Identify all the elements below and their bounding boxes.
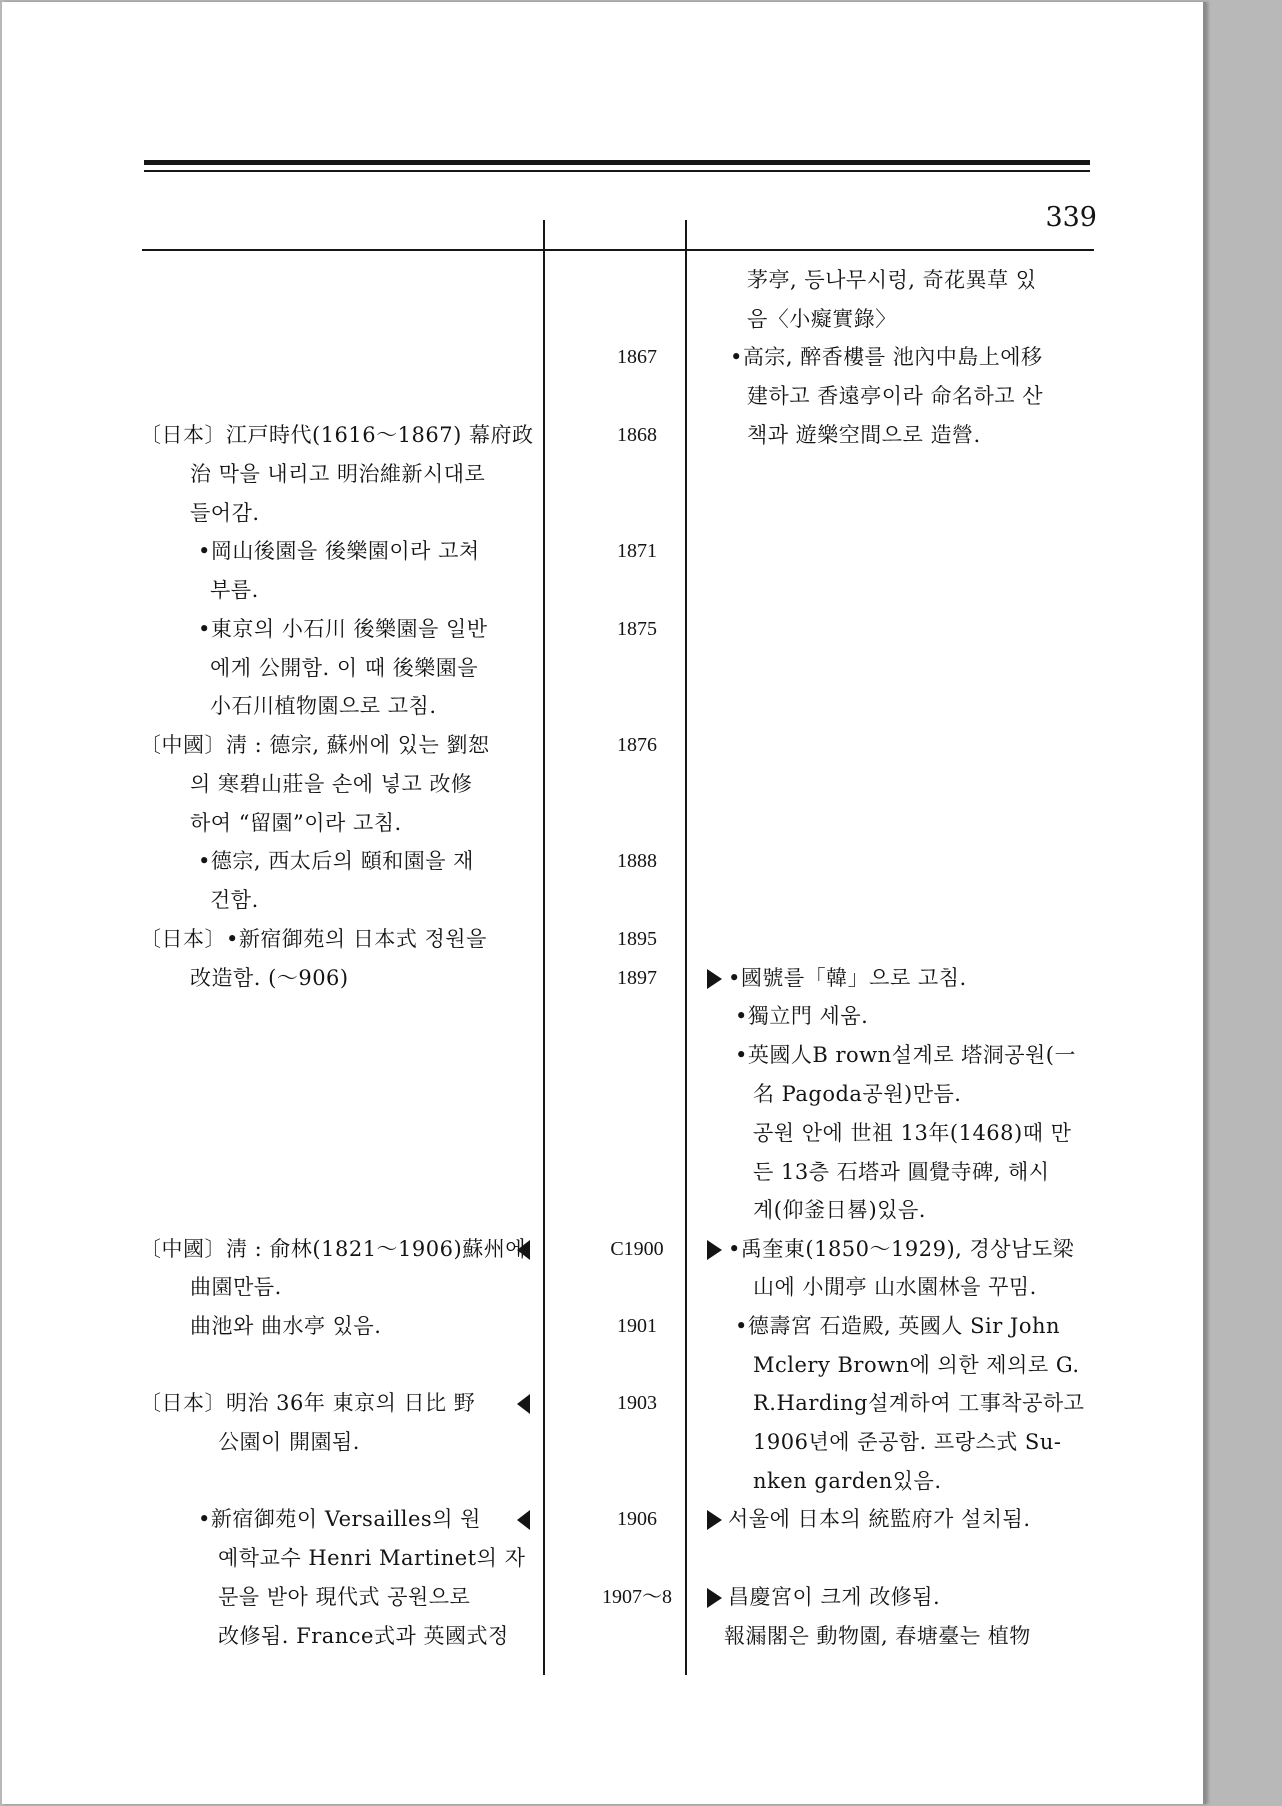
year-cell: 1868 bbox=[617, 424, 657, 446]
page-number: 339 bbox=[1045, 202, 1097, 233]
right-line: 1906년에 준공함. 프랑스式 Su- bbox=[753, 1430, 1062, 1454]
right-line: 서울에 日本의 統監府가 설치됨. bbox=[707, 1504, 1031, 1534]
left-line: •岡山後園을 後樂園이라 고쳐 bbox=[198, 539, 480, 563]
right-line: 建하고 香遠亭이라 命名하고 산 bbox=[747, 384, 1044, 408]
left-line: 예학교수 Henri Martinet의 자 bbox=[218, 1546, 526, 1570]
left-line: 曲園만듬. bbox=[190, 1275, 282, 1299]
left-line: 〔日本〕明治 36年 東京의 日比 野 bbox=[140, 1391, 476, 1415]
right-line: 名 Pagoda공원)만듬. bbox=[753, 1082, 962, 1106]
year-cell: 1906 bbox=[617, 1508, 657, 1530]
right-line: R.Harding설계하여 工事착공하고 bbox=[753, 1391, 1085, 1415]
left-line: 부름. bbox=[210, 578, 259, 602]
left-line: 〔中國〕淸 : 俞林(1821～1906)蘇州에 bbox=[140, 1237, 526, 1261]
right-arrow-marker bbox=[707, 969, 722, 989]
right-line: 山에 小閒亭 山水園林을 꾸밈. bbox=[753, 1275, 1037, 1299]
right-line: 계(仰釜日晷)있음. bbox=[753, 1198, 926, 1222]
left-line: 〔日本〕江戸時代(1616～1867) 幕府政 bbox=[140, 423, 534, 447]
right-arrow-marker bbox=[707, 1588, 722, 1608]
right-line: •獨立門 세움. bbox=[735, 1004, 869, 1028]
left-line: 改修됨. France式과 英國式정 bbox=[218, 1624, 509, 1648]
left-arrow-marker bbox=[517, 1394, 530, 1414]
year-cell: 1876 bbox=[617, 734, 657, 756]
year-cell: 1903 bbox=[617, 1392, 657, 1414]
left-line: 들어감. bbox=[190, 501, 260, 525]
left-line: 公園이 開園됨. bbox=[218, 1430, 360, 1454]
left-line: 小石川植物園으로 고침. bbox=[210, 694, 437, 718]
left-arrow-marker bbox=[517, 1510, 530, 1530]
right-line: •國號를「韓」으로 고침. bbox=[707, 963, 967, 993]
right-line: 昌慶宮이 크게 改修됨. bbox=[707, 1582, 940, 1612]
left-line: 治 막을 내리고 明治維新시대로 bbox=[190, 462, 486, 486]
right-arrow-marker bbox=[707, 1240, 722, 1260]
left-line: 하여 “留園”이라 고침. bbox=[190, 811, 402, 835]
year-cell: C1900 bbox=[610, 1238, 664, 1260]
year-cell: 1901 bbox=[617, 1315, 657, 1337]
right-arrow-marker bbox=[707, 1510, 722, 1530]
right-line: •高宗, 醉香樓를 池內中島上에移 bbox=[730, 345, 1043, 369]
left-line: 曲池와 曲水亭 있음. bbox=[190, 1314, 382, 1338]
right-line: 茅亭, 등나무시렁, 奇花異草 있 bbox=[747, 268, 1037, 292]
right-line: •禹奎東(1850～1929), 경상남도梁 bbox=[707, 1234, 1074, 1264]
year-cell: 1888 bbox=[617, 850, 657, 872]
header-rule-thin bbox=[144, 170, 1090, 172]
right-line: Mclery Brown에 의한 제의로 G. bbox=[753, 1353, 1080, 1377]
left-arrow-marker bbox=[517, 1240, 530, 1260]
book-page bbox=[2, 2, 1206, 1804]
year-cell: 1897 bbox=[617, 967, 657, 989]
year-cell: 1871 bbox=[617, 540, 657, 562]
right-line: 든 13층 石塔과 圓覺寺碑, 해시 bbox=[753, 1160, 1050, 1184]
year-cell: 1875 bbox=[617, 618, 657, 640]
right-line: 책과 遊樂空間으로 造營. bbox=[747, 423, 981, 447]
right-line: nken garden있음. bbox=[753, 1469, 942, 1493]
left-line: 〔中國〕淸 : 德宗, 蘇州에 있는 劉恕 bbox=[140, 733, 490, 757]
year-cell: 1867 bbox=[617, 346, 657, 368]
left-line: 에게 公開함. 이 때 後樂園을 bbox=[210, 656, 479, 680]
year-cell: 1907～8 bbox=[602, 1586, 672, 1608]
right-line: 공원 안에 世祖 13年(1468)때 만 bbox=[753, 1121, 1072, 1145]
year-cell: 1895 bbox=[617, 928, 657, 950]
right-line: 報漏閣은 動物園, 春塘臺는 植物 bbox=[724, 1624, 1031, 1648]
header-rule-thick bbox=[144, 160, 1090, 165]
left-line: •新宿御苑이 Versailles의 원 bbox=[198, 1507, 481, 1531]
left-line: 〔日本〕•新宿御苑의 日本式 정원을 bbox=[140, 927, 487, 951]
left-line: 의 寒碧山莊을 손에 넣고 改修 bbox=[190, 772, 473, 796]
left-line: 改造함. (～906) bbox=[190, 966, 349, 990]
left-line: •德宗, 西太后의 頤和園을 재 bbox=[198, 849, 474, 873]
left-line: 건함. bbox=[210, 888, 259, 912]
right-line: •德壽宮 石造殿, 英國人 Sir John bbox=[735, 1314, 1061, 1338]
table-top-rule bbox=[142, 249, 1094, 251]
column-divider-left bbox=[543, 220, 545, 1675]
left-line: •東京의 小石川 後樂園을 일반 bbox=[198, 617, 488, 641]
right-line: •英國人B rown설계로 塔洞공원(一 bbox=[735, 1043, 1076, 1067]
right-line: 음〈小癡實錄〉 bbox=[747, 307, 897, 331]
left-line: 문을 받아 現代式 공원으로 bbox=[218, 1585, 471, 1609]
